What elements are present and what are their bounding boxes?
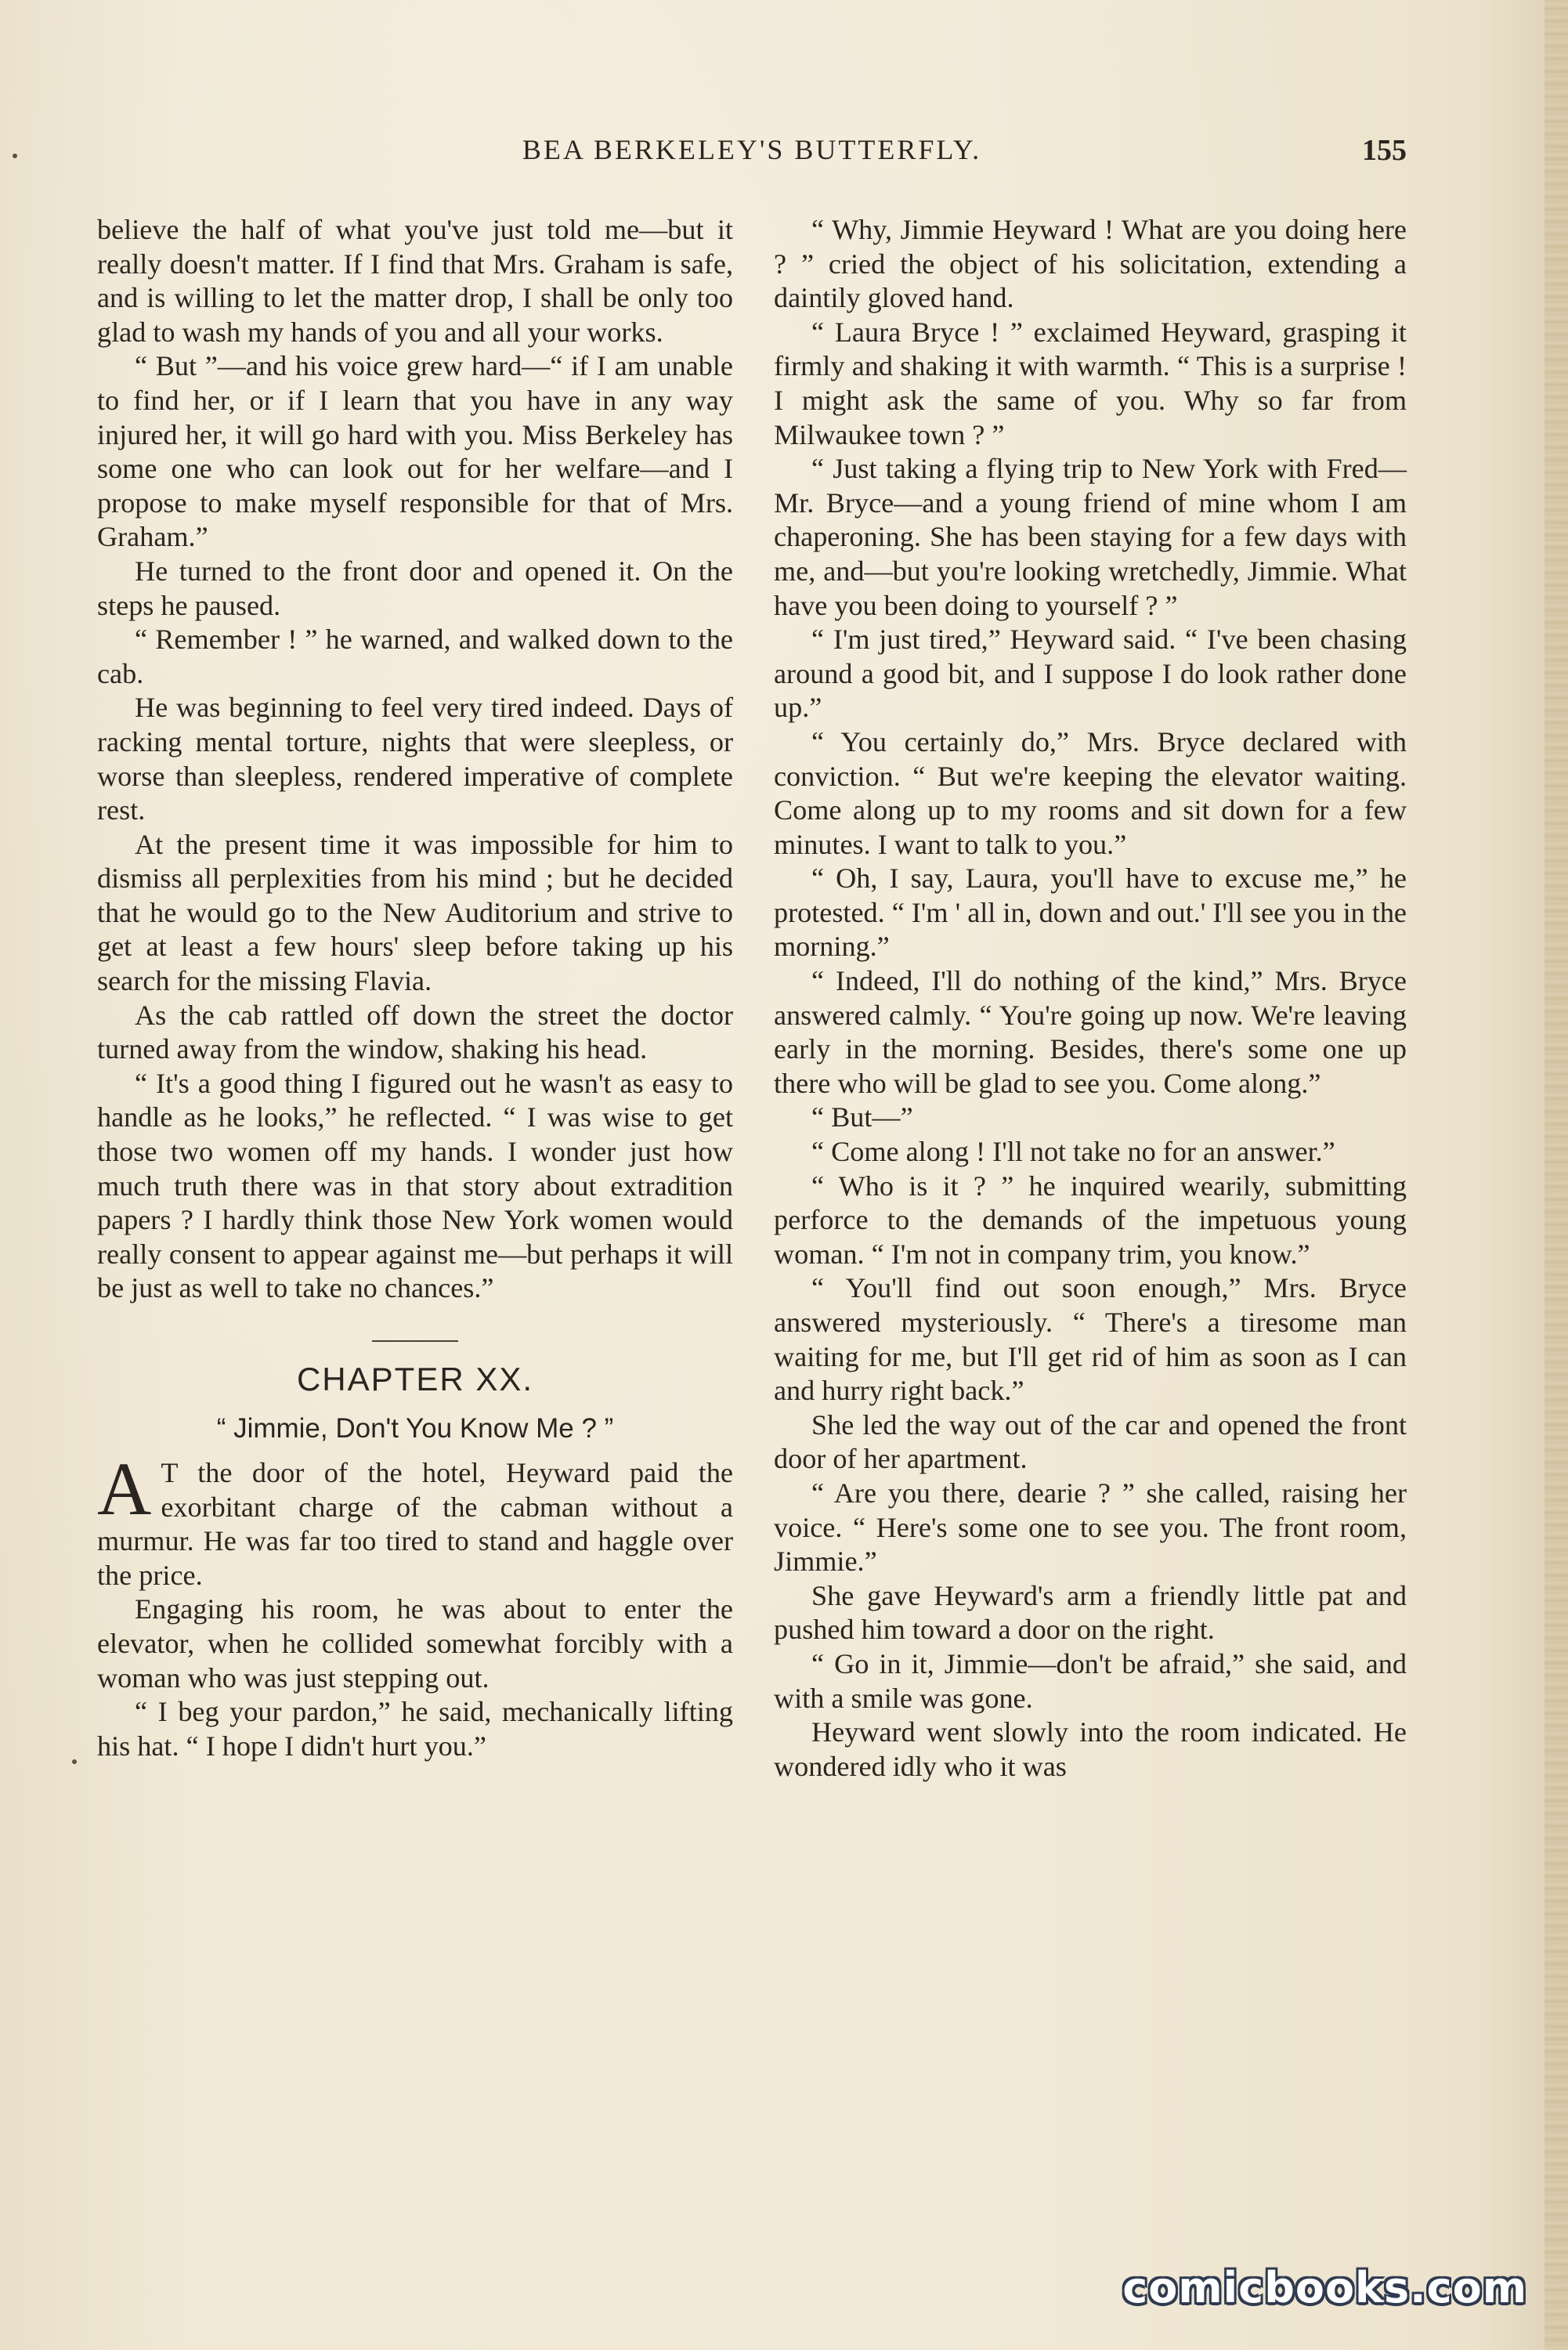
paragraph: “ You certainly do,” Mrs. Bryce declared with conviction. “ But we're keeping the elevator waiting. Come along up to my rooms and sit down for a few minutes. I want to talk to you.” [774, 725, 1407, 860]
running-header [97, 133, 1407, 180]
paragraph: She led the way out of the car and opened the front door of her apartment. [774, 1408, 1407, 1475]
paragraph: “ Who is it ? ” he inquired wearily, submitting perforce to the demands of the impetuous young woman. “ I'm not in company trim, you know.” [774, 1170, 1407, 1270]
paragraph: She gave Heyward's arm a friendly little pat and pushed him toward a door on the right. [774, 1579, 1407, 1646]
paragraph: “ Go in it, Jimmie—don't be afraid,” she said, and with a smile was gone. [774, 1647, 1407, 1714]
paragraph: “ Are you there, dearie ? ” she called, raising her voice. “ Here's some one to see you. The front room, Jimmie.” [774, 1477, 1407, 1578]
paragraph: “ I beg your pardon,” he said, mechanically lifting his hat. “ I hope I didn't hurt you.” [97, 1696, 733, 1762]
paragraph: “ But—” [811, 1101, 913, 1133]
paragraph: He turned to the front door and opened it. On the steps he paused. [97, 555, 733, 621]
watermark-logo: comicbooks.com [1122, 2263, 1527, 2312]
paragraph: “ But ”—and his voice grew hard—“ if I am unable to find her, or if I learn that you have in any way injured her, it will go hard with you. Miss Berkeley has some one who can look out for her welfare—and I propose to make myself responsible for that of Mrs. Graham.” [97, 350, 733, 553]
paragraph: believe the half of what you've just told me—but it really doesn't matter. If I find that Mrs. Graham is safe, and is willing to let the matter drop, I shall be only too glad to wash my hands of you and all your works. [97, 214, 733, 348]
paragraph: “ Just taking a flying trip to New York with Fred—Mr. Bryce—and a young friend of mine whom I am chaperoning. She has been staying for a few days with me, and—but you're looking wretchedly, Jimmie. What have you been doing to yourself ? ” [774, 453, 1407, 621]
print-speck [13, 154, 17, 158]
paragraph: “ Indeed, I'll do nothing of the kind,” Mrs. Bryce answered calmly. “ You're going up now. We're leaving early in the morning. Besides, there's some one up there who will be glad to see you. Come along.” [774, 965, 1407, 1099]
paragraph: “ You'll find out soon enough,” Mrs. Bryce answered mysteriously. “ There's a tiresome man waiting for me, but I'll get rid of him as soon as I can and hurry right back.” [774, 1272, 1407, 1407]
paragraph: Heyward went slowly into the room indicated. He wondered idly who it was [774, 1716, 1407, 1782]
chapter-subtitle: “ Jimmie, Don't You Know Me ? ” [216, 1413, 614, 1444]
paragraph: “ Why, Jimmie Heyward ! What are you doing here ? ” cried the object of his solicitation, extending a daintily gloved hand. [774, 214, 1407, 314]
paragraph: “ It's a good thing I figured out he wasn't as easy to handle as he looks,” he reflected. “ I was wise to get those two women off my hands. I wonder just how much truth there was in that story about extradition papers ? I hardly think those New York women would really consent to appear against me—but perhaps it will be just as well to take no chances.” [97, 1067, 733, 1304]
print-speck [72, 1759, 77, 1764]
paragraph: “ Come along ! I'll not take no for an answer.” [811, 1136, 1335, 1168]
paragraph: He was beginning to feel very tired indeed. Days of racking mental torture, nights that were sleepless, or worse than sleepless, rendered imperative of complete rest. [97, 692, 733, 826]
left-column [97, 213, 733, 1763]
paragraph: “ Oh, I say, Laura, you'll have to excuse me,” he protested. “ I'm ' all in, down and out.' I'll see you in the morning.” [774, 862, 1407, 963]
paragraph: “ Laura Bryce ! ” exclaimed Heyward, grasping it firmly and shaking it with warmth. “ This is a surprise ! I might ask the same of you. Why so far from Milwaukee town ? ” [774, 316, 1407, 450]
right-column [774, 213, 1407, 1784]
chapter-divider [372, 1340, 458, 1342]
running-title: BEA BERKELEY'S BUTTERFLY. [522, 134, 982, 165]
paragraph: As the cab rattled off down the street the doctor turned away from the window, shaking his head. [97, 999, 733, 1065]
drop-cap: A [97, 1447, 152, 1531]
page-number: 155 [1362, 134, 1407, 167]
page-edge [1545, 0, 1568, 2350]
chapter-opening-paragraph [97, 1447, 733, 1593]
paragraph: Engaging his room, he was about to enter the elevator, when he collided somewhat forcibly with a woman who was just stepping out. [97, 1593, 733, 1694]
paragraph-text: T the door of the hotel, Heyward paid the exorbitant charge of the cabman without a murmur. He was far too tired to stand and haggle over the price. [97, 1457, 733, 1591]
chapter-title: CHAPTER XX. [296, 1361, 534, 1397]
paragraph: At the present time it was impossible for him to dismiss all perplexities from his mind ; but he decided that he would go to the New Auditorium and strive to get at least a few hours' sleep before taking up his search for the missing Flavia. [97, 828, 733, 997]
paragraph: “ I'm just tired,” Heyward said. “ I've been chasing around a good bit, and I suppose I do look rather done up.” [774, 624, 1407, 724]
paragraph: “ Remember ! ” he warned, and walked down to the cab. [97, 624, 733, 689]
